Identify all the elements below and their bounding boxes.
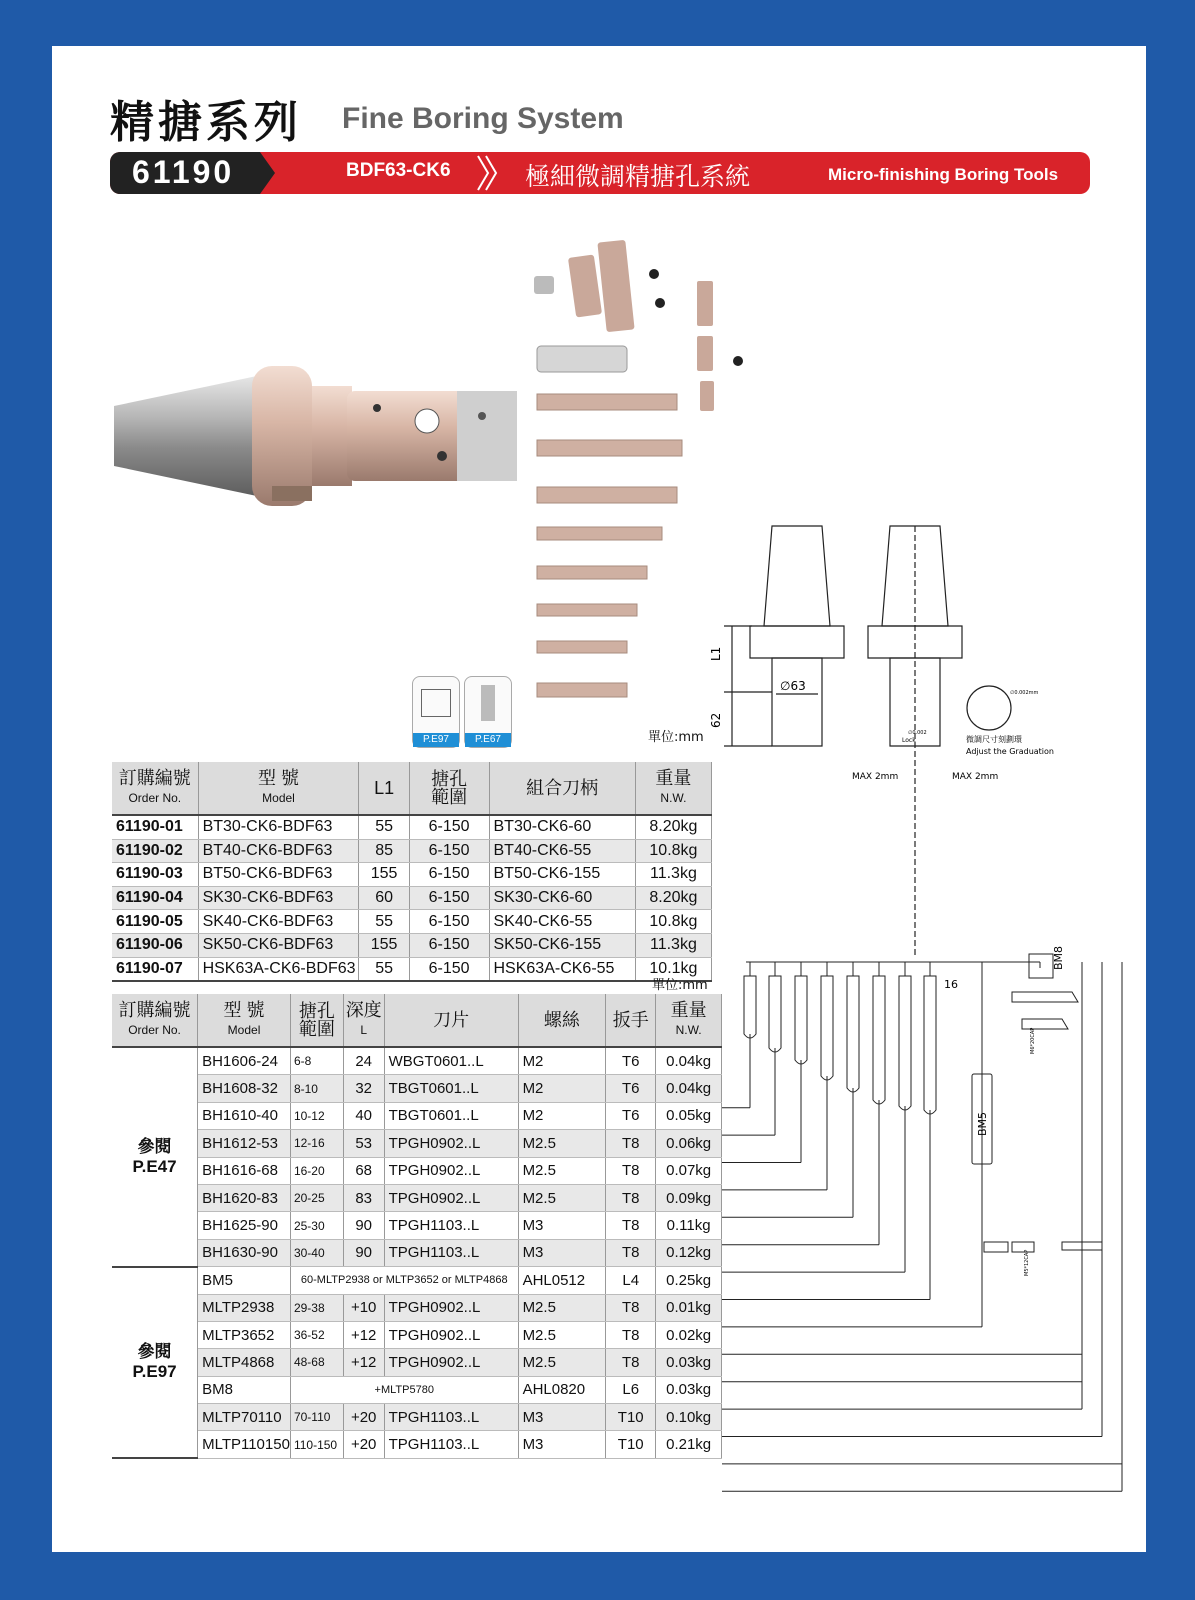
diameter-63: ∅63	[780, 679, 806, 693]
cell-holder: BT50-CK6-155	[489, 863, 635, 887]
group-label: 參閱	[137, 1342, 172, 1362]
bm5-label: BM5	[976, 1111, 989, 1136]
cell-weight: 0.06kg	[656, 1130, 722, 1157]
cell-model: BM8	[198, 1376, 291, 1403]
col-depth-en: L	[360, 1023, 368, 1037]
cell-screw: M3	[518, 1212, 606, 1239]
holder-table-row	[112, 839, 712, 863]
series-subtitle-en: Micro-finishing Boring Tools	[828, 165, 1059, 184]
cell-depth: +12	[343, 1321, 384, 1348]
bar-table-header	[112, 994, 722, 1047]
page-title-cn: 精搪系列	[110, 97, 302, 148]
cell-screw: M2	[518, 1047, 606, 1075]
group-ref-cell	[112, 1047, 198, 1267]
col-weight-cn: 重量	[670, 1000, 707, 1020]
cell-model: MLTP110150	[198, 1431, 291, 1458]
cell-model: HSK63A-CK6-BDF63	[198, 957, 359, 981]
cell-l1: 60	[359, 886, 409, 910]
ref-label-1: P.E97	[413, 733, 459, 747]
cell-model: BH1625-90	[198, 1212, 291, 1239]
cell-weight: 0.09kg	[656, 1184, 722, 1211]
group-label: 參閱	[137, 1136, 172, 1156]
boring-head-photo	[112, 346, 522, 536]
cell-weight: 0.05kg	[656, 1102, 722, 1129]
cell-wrench: T8	[606, 1130, 656, 1157]
cell-insert: TPGH0902..L	[384, 1349, 518, 1376]
cell-weight: 0.07kg	[656, 1157, 722, 1184]
cell-screw: M3	[518, 1404, 606, 1431]
cell-range: 16-20	[290, 1157, 343, 1184]
fine-adjust-value: ∅0.002mm	[1010, 690, 1039, 696]
col-order-cn: 訂購編號	[118, 1000, 191, 1020]
cell-depth: +20	[343, 1404, 384, 1431]
cell-holder: HSK63A-CK6-55	[489, 957, 635, 981]
cell-holder: BT40-CK6-55	[489, 839, 635, 863]
cell-range: 110-150	[290, 1431, 343, 1458]
cell-model: BH1606-24	[198, 1047, 291, 1075]
cell-depth: 68	[343, 1157, 384, 1184]
cell-model: BT30-CK6-BDF63	[198, 815, 359, 839]
cell-range: 6-150	[409, 839, 489, 863]
cell-range: 12-16	[290, 1130, 343, 1157]
cell-model: SK30-CK6-BDF63	[198, 886, 359, 910]
bar-table-row	[112, 1184, 722, 1211]
cell-insert: TPGH0902..L	[384, 1184, 518, 1211]
cell-order: 61190-07	[112, 957, 198, 981]
col-model-en: Model	[262, 791, 295, 805]
bar-leader-drawing	[722, 946, 1146, 1526]
cell-model: MLTP4868	[198, 1349, 291, 1376]
cell-order: 61190-02	[112, 839, 198, 863]
holder-drawing	[709, 516, 1146, 796]
lock-small-value: ∅0.002	[908, 730, 927, 736]
cell-depth: +12	[343, 1349, 384, 1376]
cell-depth: +10	[343, 1294, 384, 1321]
bar-table-row	[112, 1102, 722, 1129]
boring-bar-sketch	[873, 976, 885, 1104]
cell-model: BH1620-83	[198, 1184, 291, 1211]
cell-weight: 10.1kg	[635, 957, 711, 981]
cell-range: 48-68	[290, 1349, 343, 1376]
cell-model: BH1616-68	[198, 1157, 291, 1184]
cell-screw: M2	[518, 1102, 606, 1129]
bar-table-row	[112, 1267, 722, 1294]
col-range-a: 搪孔	[431, 769, 468, 789]
catalog-sheet	[52, 46, 1146, 1552]
holder-table-row	[112, 957, 712, 981]
cell-wrench: T8	[606, 1239, 656, 1266]
boring-bar-sketch	[847, 976, 859, 1092]
cell-model: SK40-CK6-BDF63	[198, 910, 359, 934]
cell-depth: 53	[343, 1130, 384, 1157]
cell-screw: M3	[518, 1239, 606, 1266]
cell-wrench: T6	[606, 1047, 656, 1075]
cell-screw: M3	[518, 1431, 606, 1458]
cell-model: BT50-CK6-BDF63	[198, 863, 359, 887]
cell-weight: 0.01kg	[656, 1294, 722, 1321]
cell-wrench: T6	[606, 1102, 656, 1129]
cell-screw: M2.5	[518, 1321, 606, 1348]
cell-insert: TPGH1103..L	[384, 1431, 518, 1458]
boring-bar-sketch	[899, 976, 911, 1110]
col-weight-en: N.W.	[660, 791, 687, 805]
cell-range: 6-150	[409, 863, 489, 887]
l1-dimension: L1	[709, 646, 723, 661]
cell-range: 6-8	[290, 1047, 343, 1075]
cell-wrench: T8	[606, 1294, 656, 1321]
cell-weight: 0.25kg	[656, 1267, 722, 1294]
holder-table-header	[112, 762, 712, 815]
holder-table-row	[112, 910, 712, 934]
cell-depth: 24	[343, 1047, 384, 1075]
bar-table-row	[112, 1376, 722, 1403]
boring-bar-table	[112, 994, 722, 1459]
boring-bar-sketch	[744, 976, 756, 1038]
col-screw: 螺絲	[518, 994, 606, 1047]
cell-model: MLTP3652	[198, 1321, 291, 1348]
lock-label: Lock	[902, 737, 916, 744]
col-depth-cn: 深度	[345, 1000, 382, 1020]
boring-bar-sketch	[924, 976, 936, 1114]
col-insert: 刀片	[384, 994, 518, 1047]
cell-wrench: T8	[606, 1212, 656, 1239]
cell-l1: 55	[359, 910, 409, 934]
ref-icon-module[interactable]	[412, 676, 460, 748]
col-l1: L1	[359, 762, 409, 815]
cell-range: 20-25	[290, 1184, 343, 1211]
ref-icon-holder[interactable]	[464, 676, 512, 748]
cell-wrench: L6	[606, 1376, 656, 1403]
cell-weight: 0.02kg	[656, 1321, 722, 1348]
cell-model: MLTP2938	[198, 1294, 291, 1321]
cell-weight: 10.8kg	[635, 839, 711, 863]
cell-insert: TPGH1103..L	[384, 1239, 518, 1266]
cell-screw: M2.5	[518, 1130, 606, 1157]
col-model-cn: 型 號	[223, 1000, 265, 1020]
cell-range: 6-150	[409, 933, 489, 957]
cell-weight: 11.3kg	[635, 863, 711, 887]
unit-label-1: 單位:mm	[648, 730, 704, 745]
cell-screw: M2	[518, 1075, 606, 1102]
holder-table-row	[112, 863, 712, 887]
col-model-cn: 型 號	[258, 768, 300, 788]
col-weight-en: N.W.	[675, 1023, 702, 1037]
series-model: BDF63-CK6	[346, 160, 451, 181]
bar-table-row	[112, 1239, 722, 1266]
series-banner	[110, 152, 1090, 194]
cell-model: BH1610-40	[198, 1102, 291, 1129]
col-range-b: 範圍	[431, 787, 468, 807]
cell-holder: BT30-CK6-60	[489, 815, 635, 839]
col-wrench: 扳手	[606, 994, 656, 1047]
unit-label-2: 單位:mm	[652, 978, 708, 993]
ref-label-2: P.E67	[465, 733, 511, 747]
cell-order: 61190-04	[112, 886, 198, 910]
cell-depth: 90	[343, 1239, 384, 1266]
cell-insert: TBGT0601..L	[384, 1075, 518, 1102]
cell-screw: AHL0820	[518, 1376, 606, 1403]
cell-range: 6-150	[409, 886, 489, 910]
col-weight-cn: 重量	[655, 768, 692, 788]
cell-weight: 10.8kg	[635, 910, 711, 934]
boring-bar-sketch	[769, 976, 781, 1052]
series-subtitle-cn: 極細微調精搪孔系統	[525, 162, 751, 191]
cell-depth: +20	[343, 1431, 384, 1458]
cell-l1: 55	[359, 957, 409, 981]
bar-table-row	[112, 1294, 722, 1321]
bar-table-row	[112, 1431, 722, 1458]
cell-model: BH1608-32	[198, 1075, 291, 1102]
col-holder: 組合刀柄	[489, 762, 635, 815]
cell-model: BM5	[198, 1267, 291, 1294]
col-order-en: Order No.	[128, 1023, 181, 1037]
cell-range: 29-38	[290, 1294, 343, 1321]
cell-depth: 83	[343, 1184, 384, 1211]
graduation-label-cn: 微調尺寸刻劃環	[966, 735, 1022, 744]
cell-insert: WBGT0601..L	[384, 1047, 518, 1075]
cell-wrench: T8	[606, 1157, 656, 1184]
page-title-en: Fine Boring System	[342, 102, 624, 135]
cell-range: 6-150	[409, 815, 489, 839]
cell-range: 6-150	[409, 910, 489, 934]
group-page-ref: P.E47	[132, 1156, 177, 1176]
col-order-cn: 訂購編號	[118, 768, 191, 788]
cell-range: 36-52	[290, 1321, 343, 1348]
cell-wrench: T8	[606, 1321, 656, 1348]
cell-weight: 0.04kg	[656, 1075, 722, 1102]
col-range-a: 搪孔	[298, 1001, 335, 1021]
cell-weight: 0.10kg	[656, 1404, 722, 1431]
cell-order: 61190-05	[112, 910, 198, 934]
holder-spec-table	[112, 762, 712, 982]
cap-screw-label-1: M6*20CAP	[1030, 1027, 1036, 1054]
cell-wrench: T10	[606, 1404, 656, 1431]
cell-weight: 8.20kg	[635, 886, 711, 910]
cell-order: 61190-03	[112, 863, 198, 887]
group-ref-cell	[112, 1267, 198, 1459]
cell-depth: 32	[343, 1075, 384, 1102]
cell-weight: 0.04kg	[656, 1047, 722, 1075]
boring-bar-sketch	[821, 976, 833, 1080]
bar-table-row	[112, 1157, 722, 1184]
cell-order: 61190-01	[112, 815, 198, 839]
cell-holder: SK50-CK6-155	[489, 933, 635, 957]
cell-model: BH1630-90	[198, 1239, 291, 1266]
cell-order: 61190-06	[112, 933, 198, 957]
bar-table-row	[112, 1130, 722, 1157]
cell-l1: 55	[359, 815, 409, 839]
bar-table-row	[112, 1212, 722, 1239]
cell-model: MLTP70110	[198, 1404, 291, 1431]
cell-wrench: T8	[606, 1184, 656, 1211]
cell-wrench: T10	[606, 1431, 656, 1458]
cell-range: 8-10	[290, 1075, 343, 1102]
cell-model: BH1612-53	[198, 1130, 291, 1157]
cell-l1: 85	[359, 839, 409, 863]
cell-l1: 155	[359, 933, 409, 957]
boring-bar-sketch	[795, 976, 807, 1064]
graduation-label-en: Adjust the Graduation	[966, 747, 1054, 756]
bar-table-row	[112, 1349, 722, 1376]
cell-insert: TPGH0902..L	[384, 1321, 518, 1348]
cell-screw: M2.5	[518, 1157, 606, 1184]
holder-table-row	[112, 886, 712, 910]
cell-insert: TPGH1103..L	[384, 1212, 518, 1239]
cell-wrench: T8	[606, 1349, 656, 1376]
cell-weight: 0.03kg	[656, 1376, 722, 1403]
cell-range: 6-150	[409, 957, 489, 981]
cell-weight: 8.20kg	[635, 815, 711, 839]
cap-screw-label-2: M5*12CAP	[1024, 1249, 1030, 1276]
cell-l1: 155	[359, 863, 409, 887]
col-range-b: 範圍	[298, 1019, 335, 1039]
bar-table-row	[112, 1404, 722, 1431]
cell-note: +MLTP5780	[290, 1376, 518, 1403]
cell-insert: TBGT0601..L	[384, 1102, 518, 1129]
dim-62: 62	[709, 712, 723, 728]
cell-insert: TPGH0902..L	[384, 1294, 518, 1321]
cell-weight: 0.03kg	[656, 1349, 722, 1376]
cell-range: 25-30	[290, 1212, 343, 1239]
cell-range: 70-110	[290, 1404, 343, 1431]
cell-screw: M2.5	[518, 1184, 606, 1211]
cell-range: 10-12	[290, 1102, 343, 1129]
max-right-label: MAX 2mm	[952, 772, 999, 782]
cell-insert: TPGH0902..L	[384, 1157, 518, 1184]
holder-table-row	[112, 815, 712, 839]
cell-insert: TPGH1103..L	[384, 1404, 518, 1431]
cell-model: BT40-CK6-BDF63	[198, 839, 359, 863]
series-code: 61190	[132, 154, 235, 190]
holder-table-row	[112, 933, 712, 957]
bar-table-row	[112, 1321, 722, 1348]
cell-holder: SK30-CK6-60	[489, 886, 635, 910]
cell-note: 60-MLTP2938 or MLTP3652 or MLTP4868	[290, 1267, 518, 1294]
col-model-en: Model	[227, 1023, 261, 1037]
cell-weight: 0.11kg	[656, 1212, 722, 1239]
cell-insert: TPGH0902..L	[384, 1130, 518, 1157]
dim-16: 16	[944, 978, 958, 991]
cell-screw: M2.5	[518, 1294, 606, 1321]
cell-depth: 40	[343, 1102, 384, 1129]
group-page-ref: P.E97	[132, 1362, 177, 1382]
col-order-en: Order No.	[128, 791, 182, 805]
cell-screw: M2.5	[518, 1349, 606, 1376]
cell-weight: 0.21kg	[656, 1431, 722, 1458]
cell-wrench: T6	[606, 1075, 656, 1102]
cell-weight: 0.12kg	[656, 1239, 722, 1266]
max-left-label: MAX 2mm	[852, 772, 899, 782]
bm8-label: BM8	[1052, 945, 1065, 970]
cell-screw: AHL0512	[518, 1267, 606, 1294]
cell-weight: 11.3kg	[635, 933, 711, 957]
cell-depth: 90	[343, 1212, 384, 1239]
bar-table-row	[112, 1075, 722, 1102]
cell-range: 30-40	[290, 1239, 343, 1266]
cell-holder: SK40-CK6-55	[489, 910, 635, 934]
cell-model: SK50-CK6-BDF63	[198, 933, 359, 957]
cell-wrench: L4	[606, 1267, 656, 1294]
bar-table-row	[112, 1047, 722, 1075]
